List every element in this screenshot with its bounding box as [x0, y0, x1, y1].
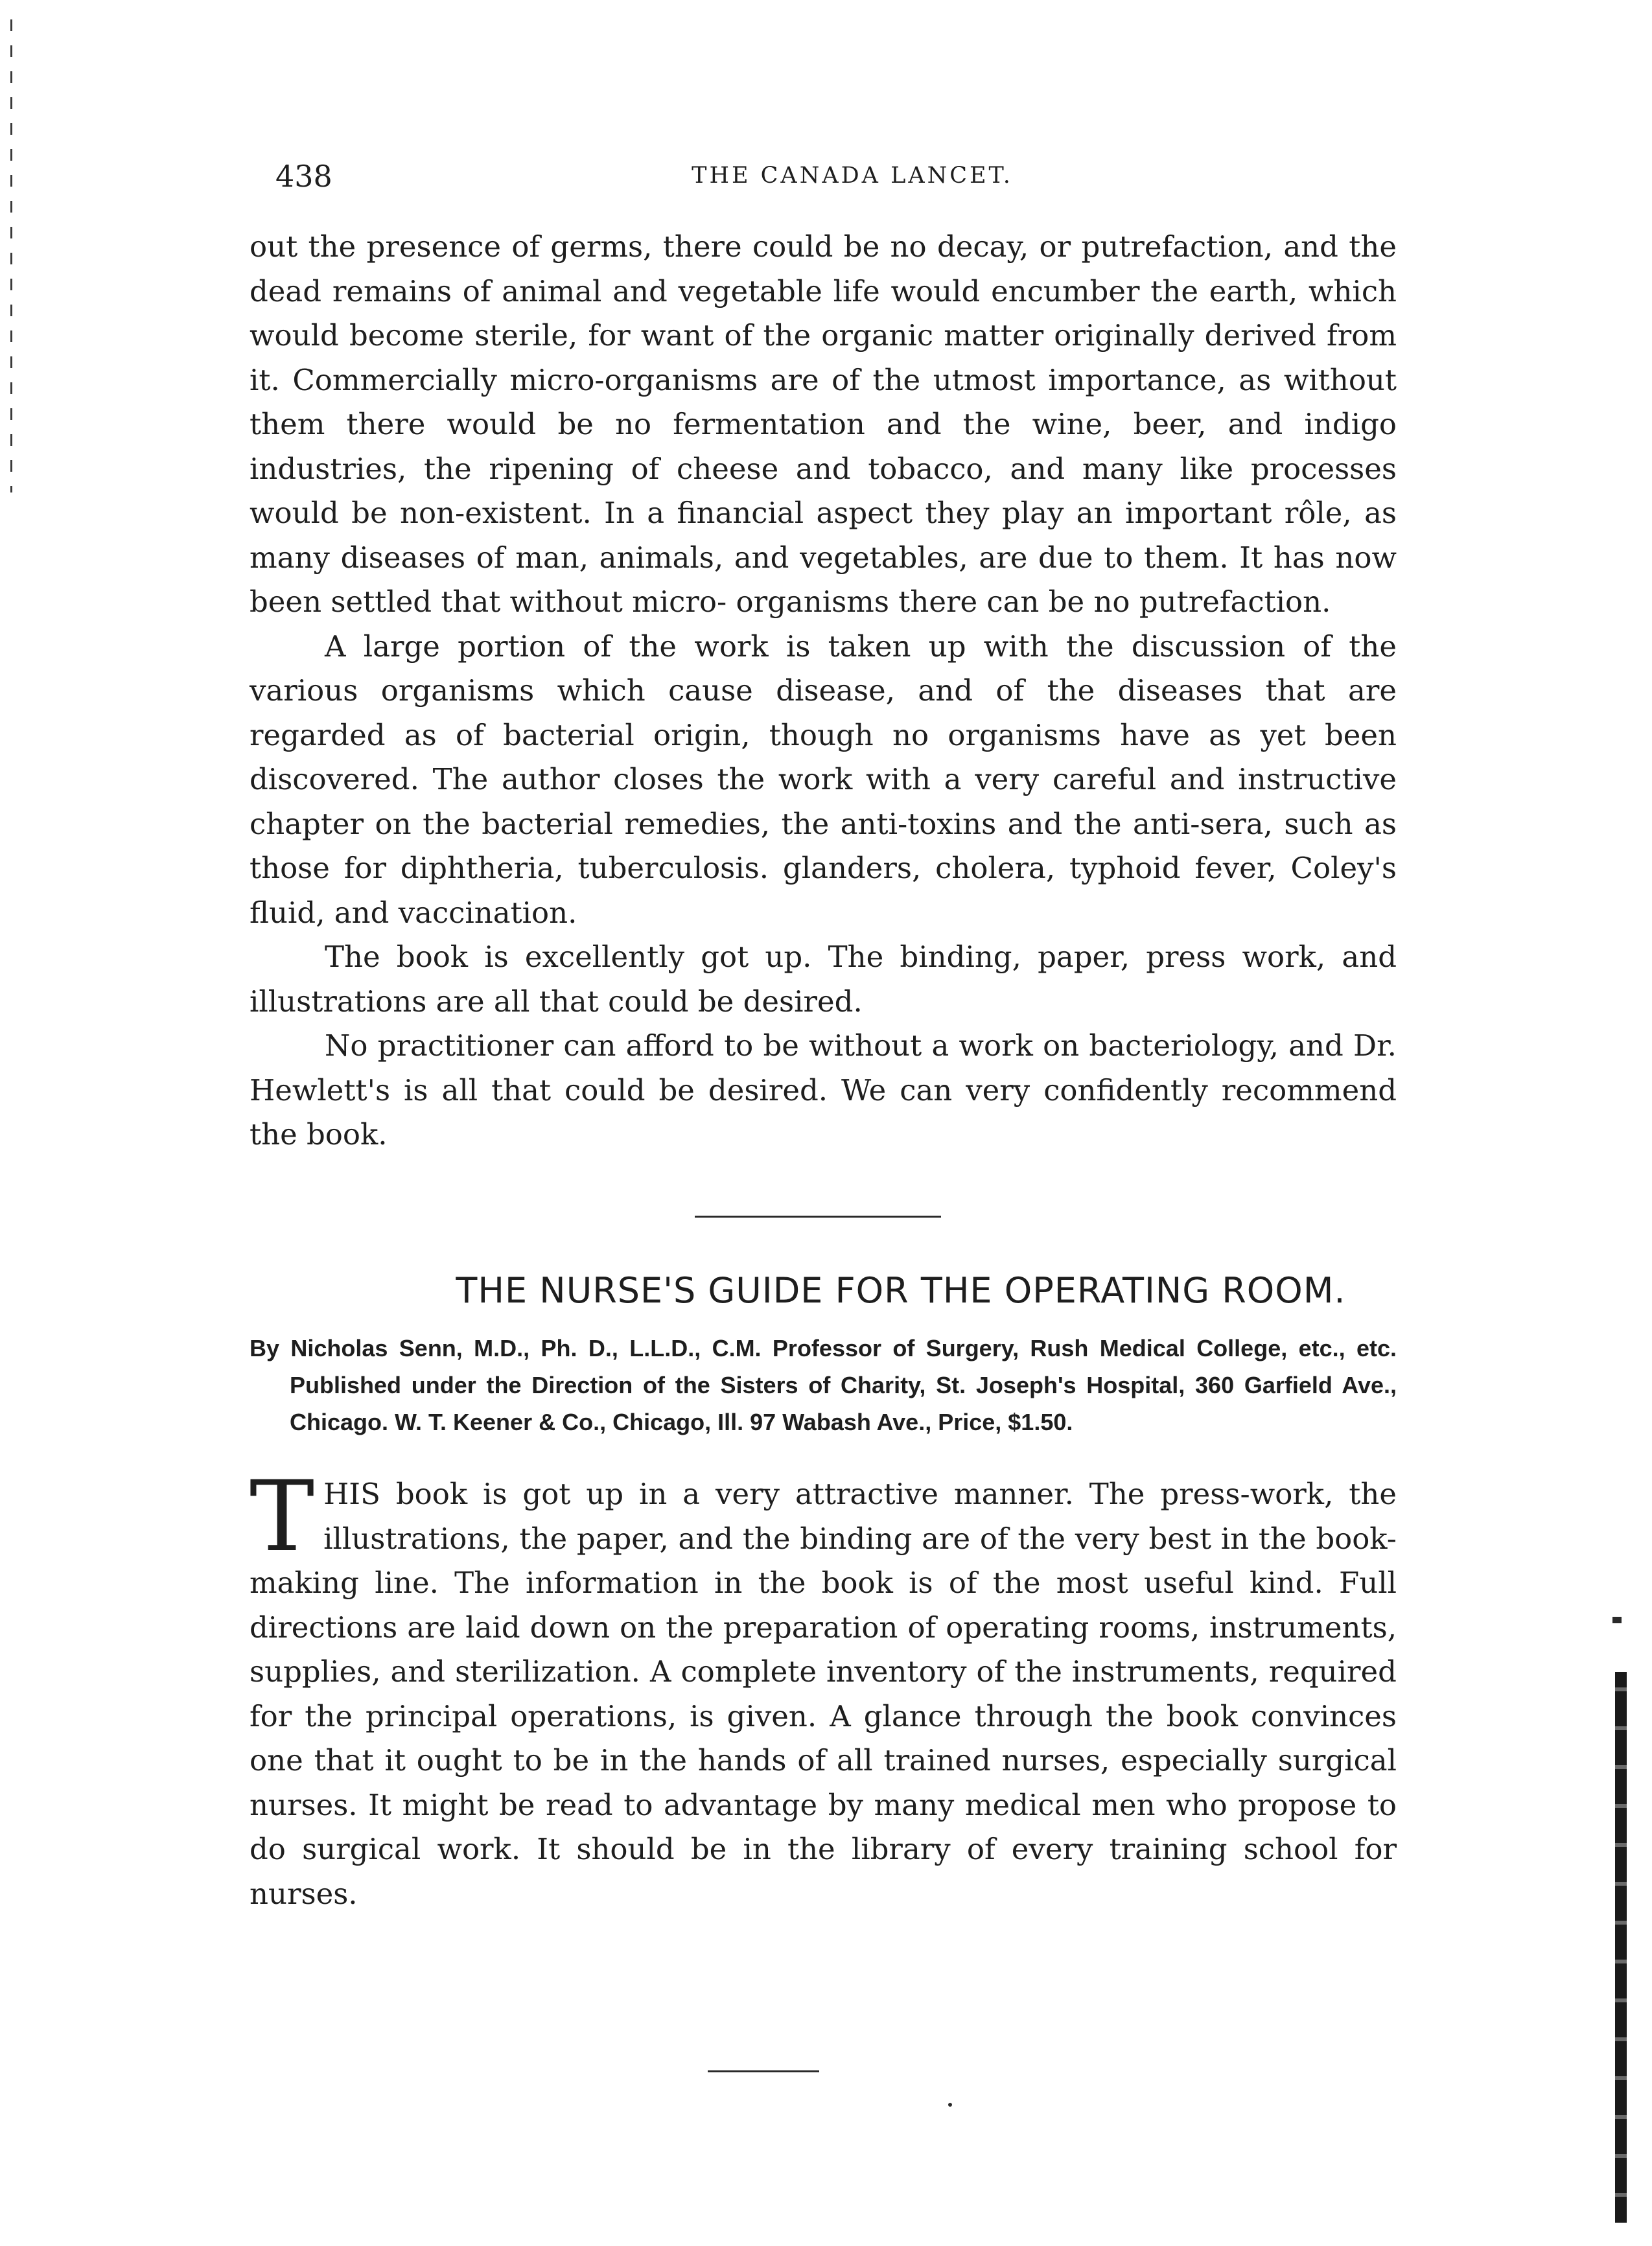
- paragraph: out the presence of germs, there could be no decay, or putrefaction, and the dead remains of animal and vegetable life would encumber the earth, which would become sterile, for want of the organic matter originally derived from it. Commercially micro-organisms are of the utmost importance, as without them there would be no fermentation and the wine, beer, and indigo industries, the ripening of cheese and tobacco, and many like processes would be non-existent. In a financial aspect they play an important rôle, as many diseases of man, animals, and vegetables, are due to them. It has now been settled that without micro- organisms there can be no putrefaction.: [250, 229, 1397, 619]
- scan-mark: [1612, 1617, 1622, 1623]
- scan-dot: [948, 2103, 952, 2107]
- review-title: THE NURSE'S GUIDE FOR THE OPERATING ROOM.: [456, 1270, 1346, 1311]
- paragraph: No practitioner can afford to be without a work on bacteriology, and Dr. Hewlett's is all that could be desired. We can very confidently recommend the book.: [250, 1028, 1397, 1152]
- paragraph: HIS book is got up in a very attractive manner. The press-work, the illustrations, the paper, and the binding are of the very best in the book-making line. The information in the book is of the most useful kind. Full directions are laid down on the preparation of operating rooms, instruments, supplies, and sterilization. A complete inventory of the instruments, required for the principal operations, is given. A glance through the book convinces one that it ought to be in the hands of all trained nurses, especially surgical nurses. It might be read to advantage by many medical men who propose to do surgical work. It should be in the library of every training school for nurses.: [250, 1477, 1397, 1911]
- paragraph: A large portion of the work is taken up with the discussion of the various organisms which cause disease, and of the diseases that are regarded as of bacterial origin, though no organisms have as yet been discovered. The author closes the work with a very careful and instructive chapter on the bacterial remedies, the anti-toxins and the anti-sera, such as those for diphtheria, tuberculosis. glanders, cholera, typhoid fever, Coley's fluid, and vaccination.: [250, 629, 1397, 930]
- drop-cap: T: [250, 1461, 315, 1573]
- review-continuation: [250, 225, 1397, 1157]
- scan-edge-right: [1615, 1672, 1627, 2223]
- page-number: 438: [275, 159, 332, 194]
- running-title: THE CANADA LANCET.: [692, 163, 1013, 189]
- byline-text: By Nicholas Senn, M.D., Ph. D., L.L.D., C.M. Professor of Surgery, Rush Medical College, etc., etc. Published under the Direction of the Sisters of Charity, St. Joseph's Hospital, 360 Garfield Ave., Chicago. W. T. Keener & Co., Chicago, Ill. 97 Wabash Ave., Price, $1.50.: [250, 1335, 1397, 1435]
- review-byline: [250, 1330, 1397, 1441]
- scan-edge-left: [10, 19, 12, 492]
- end-divider: [708, 2070, 819, 2072]
- page-header: [275, 159, 1390, 198]
- review-body: [250, 1461, 1397, 1916]
- paragraph: The book is excellently got up. The binding, paper, press work, and illustrations are all that could be desired.: [250, 940, 1397, 1019]
- section-divider: [695, 1216, 941, 1218]
